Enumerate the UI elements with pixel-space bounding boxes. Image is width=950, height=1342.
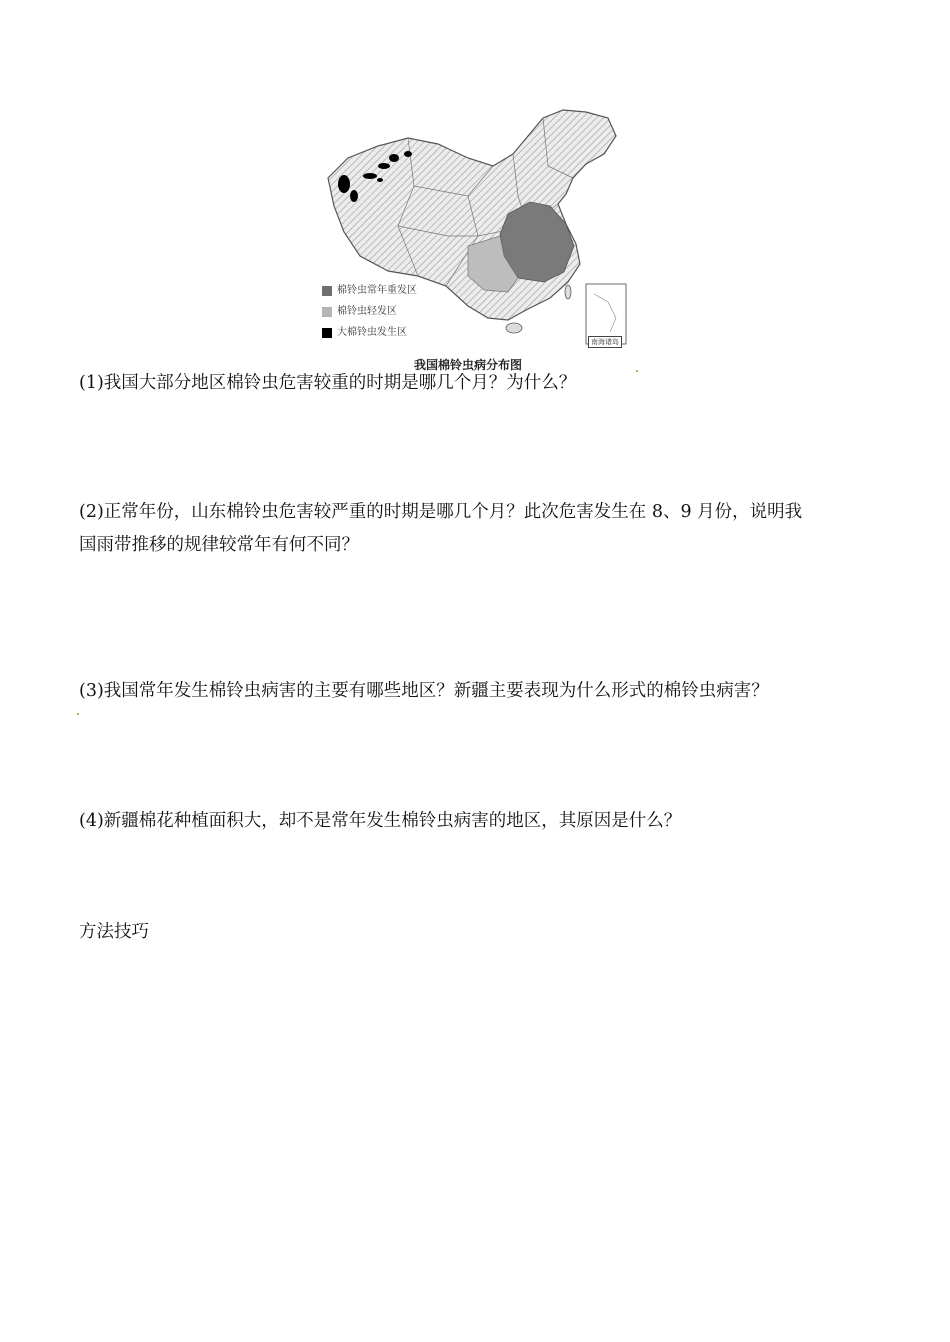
question-3: (3)我国常年发生棉铃虫病害的主要有哪些地区？新疆主要表现为什么形式的棉铃虫病害？ — [79, 681, 769, 701]
stray-mark — [636, 370, 638, 372]
legend-swatch — [322, 307, 332, 317]
legend-label: 棉铃虫轻发区 — [337, 306, 397, 317]
question-2-line-1: (2)正常年份，山东棉铃虫危害较严重的时期是哪几个月？此次危害发生在 8、9 月份，说明我 — [79, 502, 803, 522]
legend-swatch — [322, 328, 332, 338]
map-legend — [322, 280, 417, 343]
inset-box — [586, 284, 626, 344]
question-2-line-2: 国雨带推移的规律较常年有何不同？ — [79, 535, 359, 555]
question-4: (4)新疆棉花种植面积大，却不是常年发生棉铃虫病害的地区，其原因是什么？ — [79, 811, 682, 831]
section-heading: 方法技巧 — [79, 922, 149, 942]
legend-label: 棉铃虫常年重发区 — [337, 285, 417, 296]
taiwan-island — [565, 285, 571, 299]
hainan-island — [506, 323, 522, 333]
map-title: 我国棉铃虫病分布图 — [414, 358, 523, 372]
legend-item-severe — [322, 280, 417, 301]
stray-mark — [77, 713, 79, 715]
legend-item-light — [322, 301, 417, 322]
question-1: (1)我国大部分地区棉铃虫危害较重的时期是哪几个月？为什么？ — [79, 373, 577, 393]
legend-item-large — [322, 322, 417, 343]
inset-label: 南海诸岛 — [588, 336, 622, 348]
map-figure — [318, 106, 636, 374]
legend-swatch — [322, 286, 332, 296]
legend-label: 大棉铃虫发生区 — [337, 327, 407, 338]
